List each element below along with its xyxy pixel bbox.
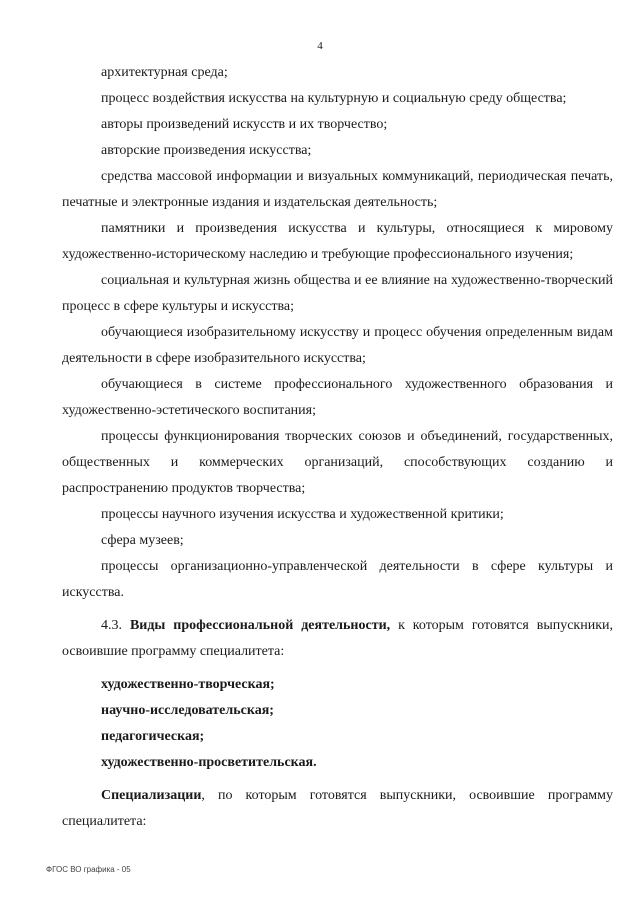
list-item: средства массовой информации и визуальных коммуникаций, периодическая печать, печатные и электронные издания и издательская деятельность; — [62, 169, 613, 210]
list-item: социальная и культурная жизнь общества и ее влияние на художественно-творческий процесс в сфере культуры и искусства; — [62, 273, 613, 314]
list-item: авторские произведения искусства; — [101, 143, 312, 158]
section-heading: Виды профессиональной деятельности, — [129, 618, 391, 633]
list-item: авторы произведений искусств и их творчество; — [101, 117, 388, 132]
list-item: процесс воздействия искусства на культурную и социальную среду общества; — [101, 91, 567, 106]
section-text: к которым готовятся выпускники, освоившие программу специалитета: — [62, 618, 614, 659]
specializations-text: , по которым готовятся выпускники, освоившие программу специалитета: — [62, 788, 613, 829]
section-number: 4.3. — [101, 618, 122, 633]
list-item: процессы научного изучения искусства и художественной критики; — [101, 507, 504, 522]
activity-type: педагогическая; — [101, 729, 205, 744]
body-text — [62, 60, 613, 835]
activity-type: художественно-просветительская. — [101, 755, 317, 770]
list-item: сфера музеев; — [101, 533, 184, 548]
section-4-3-paragraph — [62, 606, 613, 665]
footer-code: ФГОС ВО графика - 05 — [46, 865, 131, 874]
list-item: архитектурная среда; — [101, 65, 228, 80]
list-item: памятники и произведения искусства и культуры, относящиеся к мировому художественно-историческому наследию и требующие профессионального изучения; — [62, 221, 613, 262]
list-item: процессы организационно-управленческой деятельности в сфере культуры и искусства. — [62, 559, 613, 600]
list-item: обучающиеся изобразительному искусству и процесс обучения определенным видам деятельности в сфере изобразительного искусства; — [62, 325, 613, 366]
activity-type: научно-исследовательская; — [101, 703, 274, 718]
specializations-heading: Специализации — [101, 788, 202, 803]
list-item: обучающиеся в системе профессионального художественного образования и художественно-эстетического воспитания; — [62, 377, 613, 418]
list-item: процессы функционирования творческих союзов и объединений, государственных, общественных и коммерческих организаций, способствующих созданию и распространению продуктов творчества; — [62, 429, 613, 496]
specializations-paragraph — [62, 776, 613, 835]
activity-type: художественно-творческая; — [101, 677, 275, 692]
page-number: 4 — [317, 40, 323, 52]
